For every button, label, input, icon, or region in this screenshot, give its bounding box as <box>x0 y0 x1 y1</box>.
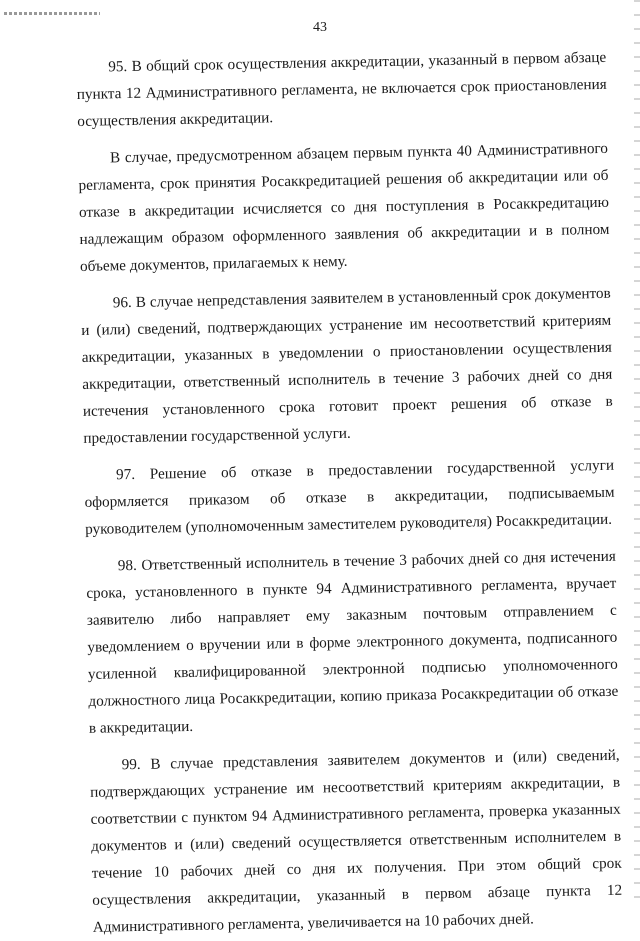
scan-edge <box>634 0 640 905</box>
paragraph-96: 96. В случае непредставления заявителем в установленный срок документов и (или) сведений, подтверждающих устранение им несоответствий критериям аккредитации, указанных в уведомлении о приостановлении осуществления аккредитации, ответственный исполнитель в течение 3 рабочих дней со дня истечения установленного срока готовит проект решения об отказе в предоставлении государственной услуги. <box>81 284 613 447</box>
document-body <box>76 44 623 941</box>
paragraph-97: 97. Решение об отказе в предоставлении государственной услуги оформляется приказом об отказе в аккредитации, подписываемым руководителем (уполномоченным заместителем руководителя) Росаккредитации. <box>84 456 615 538</box>
scan-artifact <box>4 12 100 15</box>
page-number: 43 <box>313 20 327 35</box>
paragraph-99: 99. В случае представления заявителем документов и (или) сведений, подтверждающих устранение им несоответствий критериям аккредитации, в соответствии с пунктом 94 Административного регламента, проверка указанных документов и (или) сведений осуществляется ответственным исполнителем в течение 10 рабочих дней со дня их получения. При этом общий срок осуществления аккредитации, указанный в первом абзаце пункта 12 Административного регламента, увеличивается на 10 рабочих дней. <box>90 746 623 936</box>
paragraph-98: 98. Ответственный исполнитель в течение 3 рабочих дней со дня истечения срока, установленного в пункте 94 Административного регламента, вручает заявителю либо направляет ему заказным почтовым отправлением с уведомлением о вручении или в форме электронного документа, подписанного усиленной квалифицированной электронной подписью уполномоченного должностного лица Росаккредитации, копию приказа Росаккредитации об отказе в аккредитации. <box>86 547 619 737</box>
paragraph-95: 95. В общий срок осуществления аккредитации, указанный в первом абзаце пункта 12 Административного регламента, не включается срок приостановления осуществления аккредитации. <box>76 48 607 130</box>
paragraph-95-case: В случае, предусмотренном абзацем первым пункта 40 Административного регламента, срок принятия Росаккредитацией решения об аккредитации или об отказе в аккредитации исчисляется со дня поступления в Росаккредитацию надлежащим образом оформленного заявления об аккредитации и в полном объеме документов, прилагаемых к нему. <box>78 139 610 275</box>
